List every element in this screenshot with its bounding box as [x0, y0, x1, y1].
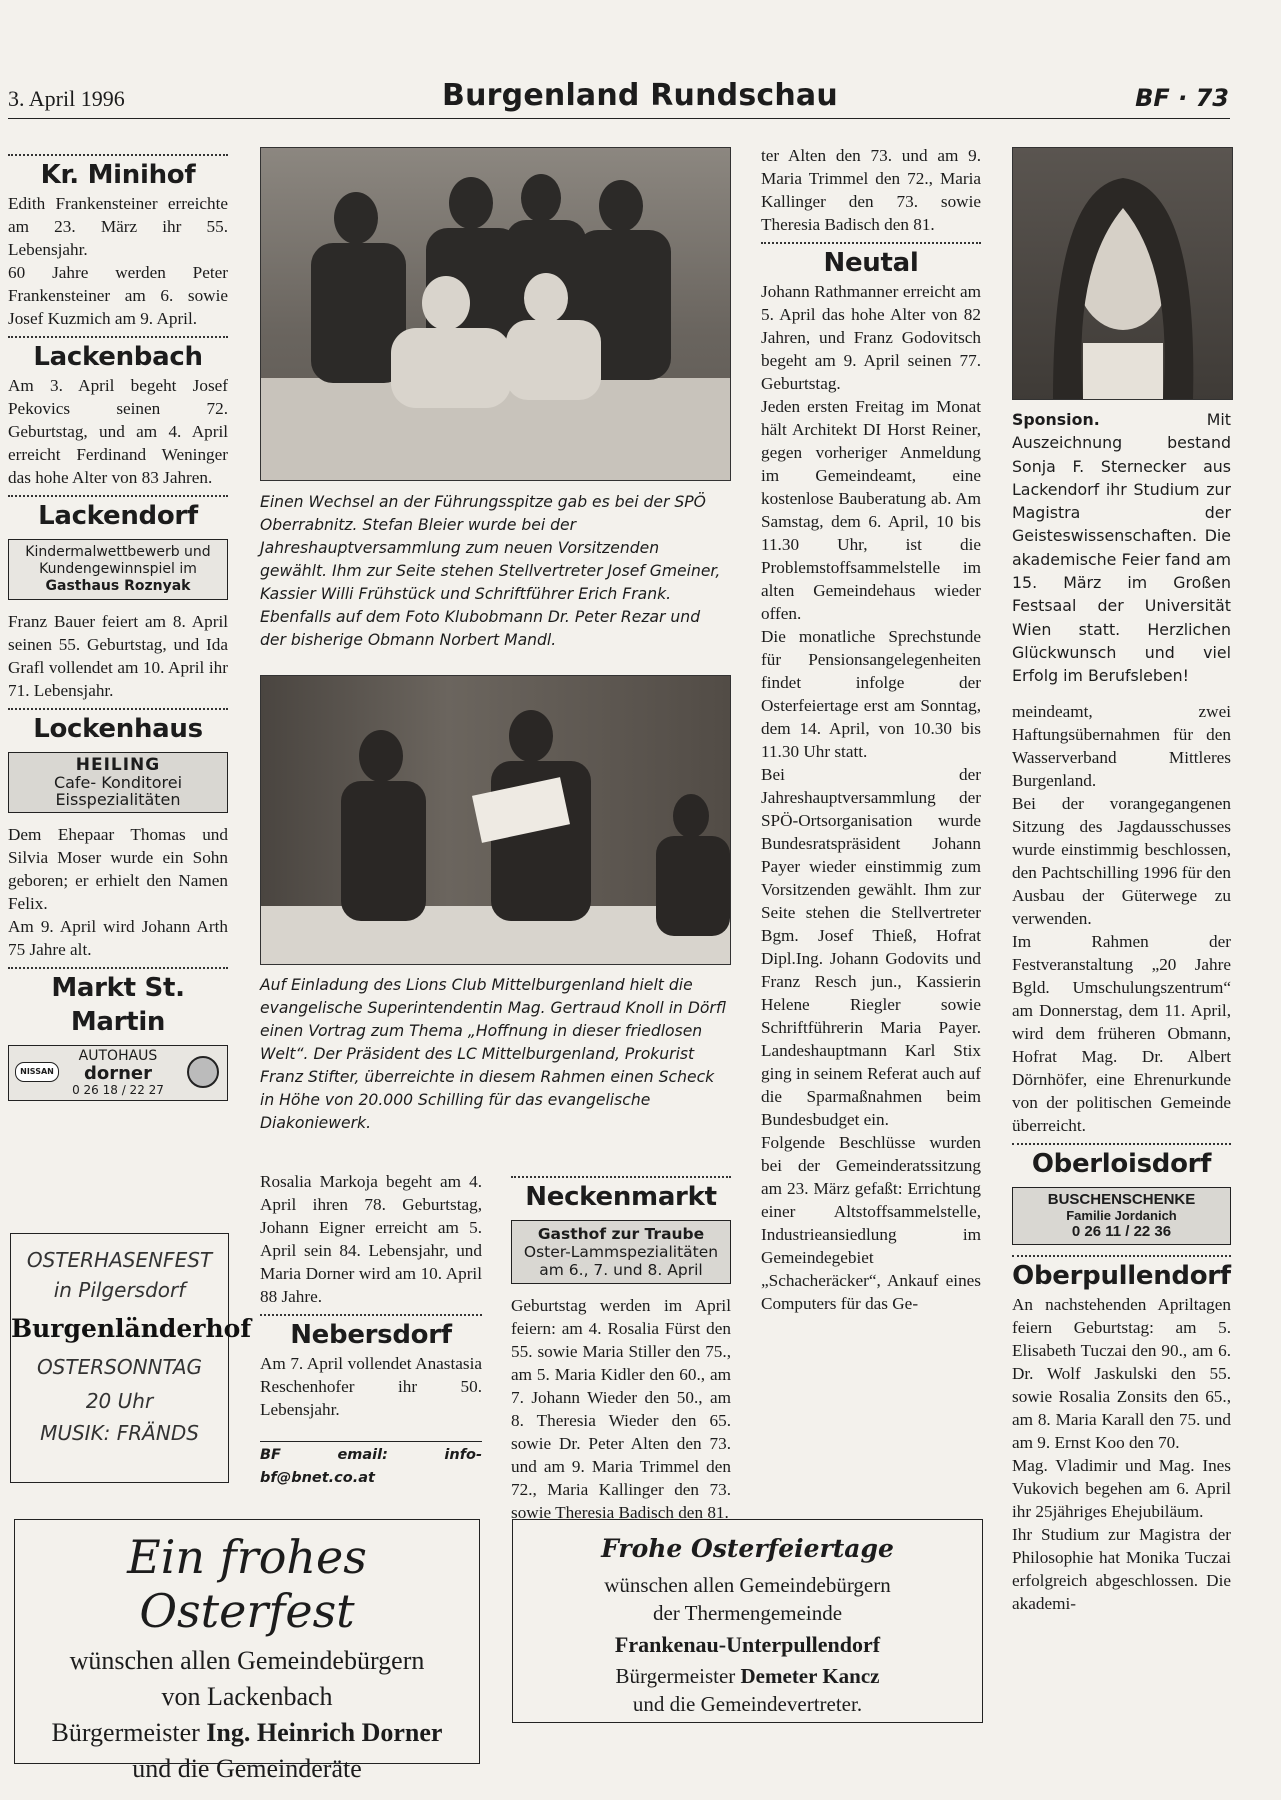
- ad-line: AUTOHAUS: [78, 1048, 158, 1064]
- column-4: [761, 144, 981, 1315]
- ad-line: in Pilgersdorf: [53, 1278, 186, 1302]
- divider: [511, 1176, 731, 1178]
- divider: [8, 154, 228, 156]
- paragraph: Folgende Beschlüsse wurden bei der Gemeinderatssitzung am 23. März gefaßt: Errichtung einer Altstoffsammelstelle, Industrieansiedlung im Gemeindegebiet „Schacheräcker“, Ankauf eines Computers für das Ge-: [761, 1133, 981, 1313]
- sponsion-caption: [1012, 408, 1231, 688]
- heading-kr-minihof: Kr. Minihof: [40, 160, 196, 190]
- ad-gasthaus-roznyak: [8, 539, 228, 600]
- ad-line: und die Gemeinderäte: [132, 1754, 362, 1783]
- paragraph: Im Rahmen der Festveranstaltung „20 Jahre Bgld. Umschulungszentrum“ am Donnerstag, dem 11. April, wird dem früheren Obmann, Hofrat Mag. Dr. Albert Dörnhöfer, eine Ehrenurkunde von der politischen Gemeinde überreicht.: [1012, 932, 1231, 1135]
- photo-caption: Einen Wechsel an der Führungsspitze gab es bei der SPÖ Oberrabnitz. Stefan Bleier wurde bei der Jahreshauptversammlung zum neuen Vorsitzenden gewählt. Ihm zur Seite stehen Stellvertreter Josef Gmeiner, Kassier Willi Frühstück und Schriftführer Erich Frank. Ebenfalls auf dem Foto Klubobmann Dr. Peter Rezar und der bisherige Obmann Norbert Mandl.: [260, 493, 721, 649]
- column-1: [8, 148, 228, 1111]
- page-number: BF · 73: [1135, 84, 1229, 112]
- paragraph: Franz Bauer feiert am 8. April seinen 55. Geburtstag, und Ida Grafl vollendet am 10. April ihr 71. Lebensjahr.: [8, 612, 228, 700]
- ad-line: OSTERSONNTAG: [36, 1355, 203, 1379]
- paragraph: ter Alten den 73. und am 9. Maria Trimmel den 72., Maria Kallinger den 73. sowie Theresia Badisch den 81.: [761, 146, 981, 234]
- ad-line: Oster-Lammspezialitäten: [523, 1243, 719, 1261]
- ad-line: Cafe- Konditorei: [53, 773, 183, 792]
- ad-ein-frohes-osterfest: [14, 1519, 480, 1783]
- paragraph: Mag. Vladimir und Mag. Ines Vukovich begehen am 6. April ihr 25jähriges Ehejubiläum.: [1012, 1456, 1231, 1521]
- mayor-name: Ing. Heinrich Dorner: [206, 1718, 443, 1747]
- sponsion-text: Mit Auszeichnung bestand Sonja F. Sternecker aus Lackendorf ihr Studium zur Magistra der Geisteswissenschaften. Die akademische Feier fand am 15. März im Großen Festsaal der Universität Wien statt. Herzlichen Glückwunsch und viel Erfolg im Berufsleben!: [1012, 410, 1231, 686]
- ad-line: wünschen allen Gemeindebürgern: [69, 1646, 425, 1675]
- ad-line: [15, 1718, 479, 1748]
- ad-line: von Lackenbach: [161, 1682, 333, 1711]
- divider: [260, 1314, 482, 1316]
- ad-text: Bürgermeister: [51, 1718, 207, 1747]
- paragraph: Bei der Jahreshauptversammlung der SPÖ-Ortsorganisation wurde Bundesratspräsident Johann Payer wieder einstimmig zum Vorsitzenden gewählt. Ihm zur Seite stehen die Stellvertreter Bgm. Josef Thieß, Hofrat Dipl.Ing. Johann Godovits und Franz Resch jun., Kassierin Helene Riegler sowie Schriftführerin Maria Payer. Landeshauptmann Karl Stix ging in seinem Referat auch auf die Sparmaßnahmen beim Bundesbudget ein.: [761, 765, 981, 1129]
- mayor-name: Demeter Kancz: [740, 1664, 880, 1688]
- ad-line: Kindermalwettbewerb und: [25, 544, 211, 560]
- column-2: [260, 1170, 482, 1490]
- paragraph: Am 3. April begeht Josef Pekovics seinen 72. Geburtstag, und am 4. April erreicht Ferdinand Weninger das hohe Alter von 83 Jahren.: [8, 376, 228, 487]
- column-3: [511, 1170, 731, 1522]
- ad-frohe-osterfeiertage: [512, 1519, 983, 1723]
- ad-line: Frankenau-Unterpullendorf: [614, 1632, 881, 1657]
- ad-autohaus-dorner: [8, 1045, 228, 1101]
- ad-line: Gasthaus Roznyak: [45, 578, 191, 594]
- paragraph: Edith Frankensteiner erreichte am 23. März ihr 55. Lebensjahr.: [8, 194, 228, 259]
- heading-lackenbach: Lackenbach: [33, 342, 203, 372]
- newspaper-title: Burgenland Rundschau: [442, 78, 838, 113]
- portrait-photo: [1012, 147, 1233, 400]
- photo-spo-oberrabnitz: [260, 147, 731, 481]
- paragraph: Johann Rathmanner erreicht am 5. April das hohe Alter von 82 Jahren, und Franz Godovitsch begeht am 9. April seinen 77. Geburtstag.: [761, 282, 981, 393]
- ad-line: Kundengewinnspiel im: [39, 561, 197, 577]
- header-rule: [8, 118, 1230, 119]
- ad-osterhasenfest: [10, 1233, 252, 1483]
- paragraph: Bei der vorangegangenen Sitzung des Jagdausschusses wurde einstimmig beschlossen, den Pachtschilling 1996 für den Ausbau der Güterwege zu verwenden.: [1012, 794, 1231, 928]
- ad-line: der Thermengemeinde: [652, 1601, 843, 1625]
- divider: [1012, 1143, 1231, 1145]
- paragraph: Am 9. April wird Johann Arth 75 Jahre alt.: [8, 917, 228, 959]
- paragraph: meindeamt, zwei Haftungsübernahmen für den Wasserverband Mittleres Burgenland.: [1012, 702, 1231, 790]
- ad-line: BUSCHENSCHENKE: [1047, 1191, 1196, 1208]
- ad-line: und die Gemeindevertreter.: [632, 1692, 863, 1716]
- paragraph: An nachstehenden Apriltagen feiern Geburtstag: am 5. Elisabeth Tuczai den 90., am 6. Dr. Wolf Jaskulski den 55. sowie Rosalia Zonsits den 65., am 8. Maria Karall den 75. und am 9. Ernst Koo den 70.: [1012, 1295, 1231, 1452]
- ad-heiling: [8, 752, 228, 813]
- issue-date: 3. April 1996: [8, 86, 125, 111]
- paragraph: Die monatliche Sprechstunde für Pensionsangelegenheiten findet infolge der Osterfeiertage erst am Sonntag, dem 14. April, von 10.30 bis 11.30 Uhr statt.: [761, 627, 981, 761]
- divider: [8, 336, 228, 338]
- skoda-logo-icon: [187, 1056, 219, 1088]
- ad-line: Familie Jordanich: [1066, 1208, 1177, 1223]
- paragraph: Rosalia Markoja begeht am 4. April ihren 78. Geburtstag, Johann Eigner erreicht am 5. April sein 84. Lebensjahr, und Maria Dorner wird am 10. April 88 Jahre.: [260, 1172, 482, 1306]
- portrait-image: [1013, 148, 1232, 399]
- ad-text: Bürgermeister: [615, 1664, 741, 1688]
- paragraph: Am 7. April vollendet Anastasia Reschenhofer ihr 50. Lebensjahr.: [260, 1354, 482, 1419]
- divider: [1012, 1255, 1231, 1257]
- heading-lackendorf: Lackendorf: [38, 501, 198, 531]
- ad-line: Burgenländerhof: [11, 1314, 252, 1343]
- ad-title: Frohe Osterfeiertage: [601, 1534, 894, 1563]
- ad-line: Eisspezialitäten: [55, 790, 181, 809]
- ad-line: 20 Uhr: [85, 1389, 154, 1413]
- heading-neckenmarkt: Neckenmarkt: [525, 1182, 717, 1212]
- photo-lions-club: [260, 675, 731, 965]
- heading-lockenhaus: Lockenhaus: [33, 714, 203, 744]
- heading-oberloisdorf: Oberloisdorf: [1031, 1149, 1212, 1179]
- divider: [8, 495, 228, 497]
- paragraph: Geburtstag werden im April feiern: am 4. Rosalia Fürst den 55. sowie Maria Stiller den 75., am 5. Maria Kidler den 60., am 7. Johann Wieder den 50., am 8. Theresia Wieder den 65. sowie Dr. Peter Alten den 73. und am 9. Maria Trimmel den 72., Maria Kallinger den 73. sowie Theresia Badisch den 81.: [511, 1296, 731, 1522]
- ad-line: OSTERHASENFEST: [26, 1248, 213, 1272]
- ad-line: [513, 1664, 982, 1689]
- divider: [761, 242, 981, 244]
- ad-title: Ein frohes Osterfest: [127, 1530, 367, 1638]
- ad-line: MUSIK: FRÄNDS: [40, 1421, 199, 1445]
- nissan-logo: NISSAN: [15, 1062, 59, 1082]
- paragraph: Jeden ersten Freitag im Monat hält Architekt DI Horst Reiner, gegen vorheriger Anmeldung im Gemeindeamt, eine kostenlose Bauberatung ab. Am Samstag, dem 6. April, 10 bis 11.30 Uhr, ist die Problemstoffsammelstelle im alten Gemeindehaus wieder offen.: [761, 397, 981, 623]
- paragraph: 60 Jahre werden Peter Frankensteiner am 6. sowie Josef Kuzmich am 9. April.: [8, 263, 228, 328]
- ad-line: Gasthof zur Traube: [537, 1225, 705, 1243]
- scheck-handover-image: [261, 676, 730, 964]
- group-people-image: [261, 148, 730, 480]
- photo-caption: Auf Einladung des Lions Club Mittelburgenland hielt die evangelische Superintendentin Mag. Gertraud Knoll in Dörfl einen Vortrag zum Thema „Hoffnung in dieser friedlosen Welt“. Der Präsident des LC Mittelburgenland, Prokurist Franz Stifter, überreichte in diesem Rahmen einen Scheck in Höhe von 20.000 Schilling für das evangelische Diakoniewerk.: [260, 976, 726, 1132]
- divider: [8, 967, 228, 969]
- heading-markt-st-martin: Markt St. Martin: [51, 973, 185, 1037]
- paragraph: Ihr Studium zur Magistra der Philosophie hat Monika Tuczai erfolgreich abgeschlossen. Die akademi-: [1012, 1525, 1231, 1613]
- column-5: [1012, 700, 1231, 1615]
- ad-line: wünschen allen Gemeindebürgern: [604, 1573, 891, 1597]
- paragraph: Dem Ehepaar Thomas und Silvia Moser wurde ein Sohn geboren; er erhielt den Namen Felix.: [8, 825, 228, 913]
- ad-buschenschenke: [1012, 1187, 1231, 1245]
- email-line: BF email: info-bf@bnet.co.at: [260, 1441, 482, 1490]
- heading-neutal: Neutal: [823, 248, 919, 278]
- heading-oberpullendorf: Oberpullendorf: [1012, 1261, 1231, 1291]
- ad-line: 0 26 18 / 22 27: [72, 1083, 164, 1097]
- ad-line: dorner: [83, 1063, 153, 1084]
- ad-line: HEILING: [75, 755, 161, 775]
- divider: [8, 708, 228, 710]
- sponsion-label: Sponsion.: [1012, 410, 1100, 429]
- ad-line: am 6., 7. und 8. April: [539, 1261, 703, 1279]
- heading-nebersdorf: Nebersdorf: [290, 1320, 452, 1350]
- ad-gasthof-zur-traube: [511, 1220, 731, 1284]
- ad-line: 0 26 11 / 22 36: [1071, 1223, 1172, 1240]
